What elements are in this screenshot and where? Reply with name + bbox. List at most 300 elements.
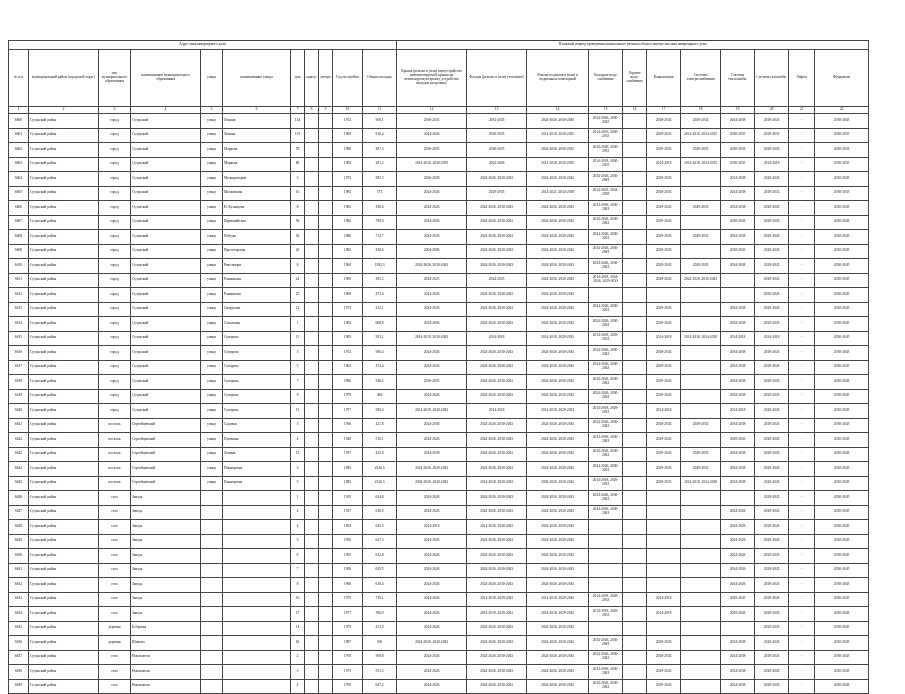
table-cell	[305, 592, 319, 607]
table-cell: 2024-2026, 2030-2035	[527, 143, 589, 158]
table-cell: Московская	[223, 186, 291, 201]
table-cell: 2030-2035	[467, 128, 527, 143]
table-cell	[319, 128, 333, 143]
table-cell: улица	[201, 114, 223, 129]
table-cell: 508,1	[363, 114, 397, 129]
table-cell: -	[789, 273, 815, 288]
table-cell: 2034-2038	[721, 259, 755, 274]
table-cell: 2024-2026, 2030-2043	[467, 650, 527, 665]
table-cell: 1940	[333, 433, 363, 448]
table-cell: 6617	[9, 360, 29, 375]
table-cell	[201, 549, 223, 564]
table-cell: 2024-2026, 2030-2043	[527, 549, 589, 564]
table-cell	[305, 230, 319, 245]
table-row	[9, 650, 869, 665]
table-cell: 1382,3	[363, 259, 397, 274]
table-cell	[201, 650, 223, 665]
table-cell: 2030-2045	[815, 607, 869, 622]
column-header: Фундамент	[815, 50, 869, 107]
table-cell: 2024-2026, 2030-2043	[527, 360, 589, 375]
column-header: наименование улицы	[223, 50, 291, 107]
table-cell	[721, 288, 755, 303]
table-cell	[623, 636, 647, 651]
table-cell: -	[789, 375, 815, 390]
table-cell: 2024-2026	[397, 665, 467, 680]
table-cell: 2024-2026, 2030-2043	[527, 389, 589, 404]
table-cell	[623, 128, 647, 143]
table-cell: 2029-2043	[755, 143, 789, 158]
table-cell: -	[789, 317, 815, 332]
table-cell: 739,1	[363, 592, 397, 607]
table-cell	[589, 621, 623, 636]
table-cell	[319, 607, 333, 622]
table-cell: 6623	[9, 447, 29, 462]
table-cell	[623, 215, 647, 230]
table-cell: 2030-2045	[815, 230, 869, 245]
table-cell: 2029-2043	[755, 534, 789, 549]
table-cell: 2029-2033	[755, 186, 789, 201]
table-cell	[623, 665, 647, 680]
table-cell	[319, 157, 333, 172]
table-cell: 7	[291, 563, 305, 578]
table-cell: Ромашкова	[223, 273, 291, 288]
table-cell: 6621	[9, 418, 29, 433]
table-cell: 2030-2045	[815, 375, 869, 390]
table-cell: 2024-2026, 2030-2035	[589, 143, 623, 158]
table-cell	[319, 259, 333, 274]
table-cell: 2024-2026, 2030-2043	[527, 172, 589, 187]
table-cell	[623, 172, 647, 187]
table-cell: город	[99, 288, 131, 303]
table-cell: 2030-2035	[721, 128, 755, 143]
table-cell: 7	[291, 375, 305, 390]
table-cell: 6600	[9, 114, 29, 129]
table-cell: село	[99, 592, 131, 607]
table-cell	[623, 592, 647, 607]
table-cell: 6633	[9, 592, 29, 607]
table-cell: 134	[291, 114, 305, 129]
table-cell	[647, 288, 681, 303]
table-cell: 2030-2045	[815, 244, 869, 259]
table-row	[9, 157, 869, 172]
table-cell: 510,1	[363, 433, 397, 448]
table-cell: 2030-2045	[815, 491, 869, 506]
table-cell: 413,9	[363, 621, 397, 636]
table-cell	[305, 476, 319, 491]
table-cell: 608,8	[363, 317, 397, 332]
table-cell: город	[99, 375, 131, 390]
column-header: Система теплоснабж.	[721, 50, 755, 107]
table-cell: 2030-2045	[815, 650, 869, 665]
table-cell: 2034-2038	[721, 230, 755, 245]
table-cell: -	[789, 157, 815, 172]
table-cell	[305, 288, 319, 303]
table-cell: -	[789, 549, 815, 564]
table-cell: Заводь	[131, 578, 201, 593]
table-cell: 1987	[333, 636, 363, 651]
table-cell: 2024-2026, 2030-2043	[681, 273, 721, 288]
table-cell: 6604	[9, 172, 29, 187]
table-cell: -	[789, 520, 815, 535]
table-cell: 2014-2018, 2029-2033	[527, 331, 589, 346]
table-cell	[681, 244, 721, 259]
table-cell: 2024-2026, 2030-2043	[467, 679, 527, 694]
table-cell: Сузунский район	[29, 476, 99, 491]
table-cell: 2029-2043	[647, 360, 681, 375]
table-cell: -	[789, 114, 815, 129]
table-cell: 569,8	[363, 650, 397, 665]
table-cell: 2014-2018, 2034-2038	[681, 331, 721, 346]
table-cell: 2014-2018, 2034-2035	[681, 128, 721, 143]
table-row	[9, 273, 869, 288]
table-cell: 2024-2026	[397, 491, 467, 506]
table-cell: Победы	[223, 230, 291, 245]
table-cell: Маркова	[223, 157, 291, 172]
table-cell: Сузунский район	[29, 665, 99, 680]
table-cell: -	[789, 128, 815, 143]
table-cell	[681, 186, 721, 201]
table-cell: 2024-2026, 2030-2043	[467, 534, 527, 549]
table-cell	[319, 462, 333, 477]
column-number: 2	[29, 107, 99, 114]
table-cell: 80	[291, 157, 305, 172]
table-cell: 3	[291, 462, 305, 477]
table-cell: 2024-2026, 2030-2043	[589, 665, 623, 680]
table-cell: -	[789, 215, 815, 230]
table-cell	[319, 563, 333, 578]
table-cell: Сузунский район	[29, 215, 99, 230]
table-cell	[681, 404, 721, 419]
table-cell: Суворова	[223, 375, 291, 390]
table-cell: 2026-2028	[397, 172, 467, 187]
table-cell: 2029-2043	[755, 433, 789, 448]
table-cell	[223, 621, 291, 636]
table-cell: 2034-2038	[721, 360, 755, 375]
table-cell	[319, 592, 333, 607]
table-cell: 2024-2026	[397, 201, 467, 216]
table-cell	[623, 201, 647, 216]
table-cell	[319, 418, 333, 433]
table-cell: 2024-2026, 2030-2043	[527, 491, 589, 506]
table-cell: 6605	[9, 186, 29, 201]
table-cell: 6603	[9, 157, 29, 172]
table-cell: 2029-2043	[721, 592, 755, 607]
table-row	[9, 302, 869, 317]
table-cell: 2029-2033	[681, 447, 721, 462]
table-cell	[223, 665, 291, 680]
column-number: 12	[397, 107, 467, 114]
table-cell: 2024-2026, 2030-2043	[589, 650, 623, 665]
table-cell: 2024-2026, 2030-2043	[527, 578, 589, 593]
table-cell: 2014-2018, 2029-2043	[527, 592, 589, 607]
table-cell: -	[789, 462, 815, 477]
table-cell: 2024-2026, 2030-2043	[467, 621, 527, 636]
table-cell: Заводь	[131, 549, 201, 564]
table-row	[9, 592, 869, 607]
table-cell: -	[789, 244, 815, 259]
table-cell: 2024-2026	[397, 650, 467, 665]
table-cell: Сузунский	[131, 360, 201, 375]
column-header: корпус	[305, 50, 319, 107]
table-row	[9, 563, 869, 578]
table-cell: 2024-2026	[467, 157, 527, 172]
table-cell: 1974	[333, 302, 363, 317]
table-cell: Сузунский	[131, 201, 201, 216]
table-cell: 2024-2026	[397, 592, 467, 607]
table-cell	[623, 259, 647, 274]
column-number: 9	[319, 107, 333, 114]
column-number: 4	[131, 107, 201, 114]
table-cell: 2024-2026, 2030-2043	[527, 447, 589, 462]
table-cell: 2029-2043	[647, 114, 681, 129]
table-cell: Сузунский	[131, 331, 201, 346]
table-cell: 2024-2026, 2030-2043	[589, 505, 623, 520]
table-cell: 4	[291, 679, 305, 694]
table-cell: 56	[291, 215, 305, 230]
table-cell: 6614	[9, 317, 29, 332]
table-cell: город	[99, 259, 131, 274]
table-cell	[647, 578, 681, 593]
table-cell	[223, 563, 291, 578]
table-cell: 2034-2038	[721, 201, 755, 216]
table-cell: 473,6	[363, 288, 397, 303]
table-cell: 2030-2045	[815, 331, 869, 346]
table-cell: -	[789, 201, 815, 216]
column-number: 17	[647, 107, 681, 114]
table-row	[9, 331, 869, 346]
column-header: Фасады (ремонт и (или) утепление)	[467, 50, 527, 107]
table-cell: село	[99, 607, 131, 622]
table-cell: улица	[201, 259, 223, 274]
table-cell: улица	[201, 375, 223, 390]
table-cell: город	[99, 143, 131, 158]
table-cell: 2024-2026	[397, 679, 467, 694]
table-cell: 2030-2045	[815, 592, 869, 607]
table-row	[9, 230, 869, 245]
table-cell: 12	[291, 302, 305, 317]
table-cell: Сузунский район	[29, 534, 99, 549]
table-cell: 2024-2026	[397, 288, 467, 303]
table-cell: 2030-2045	[815, 302, 869, 317]
table-cell: Сузунский район	[29, 230, 99, 245]
table-cell: 2004-2026, 2030-2043	[397, 476, 467, 491]
table-cell	[623, 462, 647, 477]
table-cell: 2030-2045	[815, 433, 869, 448]
table-row	[9, 360, 869, 375]
table-cell: 2024-2026, 2030-2043	[527, 259, 589, 274]
table-cell: 634,8	[363, 491, 397, 506]
table-cell: 4	[291, 433, 305, 448]
table-cell	[319, 679, 333, 694]
table-cell	[319, 650, 333, 665]
table-cell: 1	[291, 491, 305, 506]
table-cell	[319, 114, 333, 129]
table-cell: 2024-2026, 2030-2045	[527, 114, 589, 129]
table-cell: -	[789, 636, 815, 651]
table-cell	[305, 462, 319, 477]
table-cell: 1970	[333, 679, 363, 694]
table-cell: 2029-2043	[755, 665, 789, 680]
table-cell: 1983	[333, 476, 363, 491]
table-cell: Сузунский район	[29, 563, 99, 578]
column-number: 3	[99, 107, 131, 114]
table-cell: 2030-2035	[815, 128, 869, 143]
table-cell: 2029-2043	[755, 346, 789, 361]
column-number: 18	[681, 107, 721, 114]
table-cell: 551,5	[363, 665, 397, 680]
table-cell: 2024-2026, 2030-2043	[527, 462, 589, 477]
table-cell	[223, 505, 291, 520]
table-cell: 2014-2018, 2024-2026, 2029-2033	[589, 273, 623, 288]
table-cell: 798,9	[363, 215, 397, 230]
table-cell	[647, 534, 681, 549]
table-cell	[681, 215, 721, 230]
table-cell: 2024-2026, 2030-2043	[467, 317, 527, 332]
table-cell	[305, 404, 319, 419]
table-cell: Сузунский район	[29, 607, 99, 622]
table-cell	[647, 563, 681, 578]
table-cell: Заводь	[131, 534, 201, 549]
column-number: 19	[721, 107, 755, 114]
column-header: дом	[291, 50, 305, 107]
table-cell: 358,6	[363, 244, 397, 259]
table-cell	[319, 389, 333, 404]
table-cell: город	[99, 157, 131, 172]
table-row	[9, 346, 869, 361]
table-cell: 2030-2045	[815, 520, 869, 535]
table-cell: Сергейцевский	[131, 447, 201, 462]
table-cell	[201, 636, 223, 651]
table-cell: 1970	[333, 650, 363, 665]
column-number: 15	[589, 107, 623, 114]
table-cell	[589, 288, 623, 303]
table-cell: 2014-2018	[721, 404, 755, 419]
table-cell: улица	[201, 360, 223, 375]
table-cell: 2014-2018	[721, 331, 755, 346]
table-cell: поселок	[99, 476, 131, 491]
table-cell: 2024-2026, 2030-2043	[589, 244, 623, 259]
table-cell	[319, 549, 333, 564]
table-row	[9, 375, 869, 390]
table-cell: Заводь	[131, 491, 201, 506]
table-cell: 6618	[9, 375, 29, 390]
table-cell	[623, 433, 647, 448]
table-cell: Сузунский район	[29, 317, 99, 332]
table-cell: 2024-2026, 2030-2043	[467, 201, 527, 216]
table-cell: 24	[291, 273, 305, 288]
table-cell: Заводь	[131, 592, 201, 607]
table-cell: 2024-2026, 2030-2043	[467, 259, 527, 274]
table-cell: 2029-2043	[755, 607, 789, 622]
table-cell: 2014-2038	[721, 172, 755, 187]
table-cell	[681, 520, 721, 535]
table-cell	[223, 592, 291, 607]
table-cell: Заводь	[131, 520, 201, 535]
table-cell: 2014-2018	[755, 157, 789, 172]
table-cell: город	[99, 215, 131, 230]
table-cell: 2024-2026	[721, 520, 755, 535]
table-cell: город	[99, 331, 131, 346]
table-cell: 1980	[333, 143, 363, 158]
table-cell: 2024-2026, 2030-2043	[467, 563, 527, 578]
table-cell: 2029-2043	[755, 621, 789, 636]
table-cell	[305, 346, 319, 361]
table-cell	[201, 607, 223, 622]
table-cell	[681, 375, 721, 390]
table-cell: 2029-2043	[647, 636, 681, 651]
table-cell: 2030-2045	[815, 317, 869, 332]
table-cell: 133	[291, 128, 305, 143]
table-cell	[623, 157, 647, 172]
table-cell	[223, 520, 291, 535]
table-cell: 916,4	[363, 128, 397, 143]
table-cell: 2014-2018, 2030-2035	[527, 128, 589, 143]
table-cell: село	[99, 520, 131, 535]
table-cell: Сузунский район	[29, 114, 99, 129]
table-cell: Пионерская	[223, 476, 291, 491]
table-cell: 2034-2038	[721, 418, 755, 433]
table-cell: 423,8	[363, 447, 397, 462]
table-cell: 2034-2036	[397, 360, 467, 375]
table-cell: 2024-2038	[721, 114, 755, 129]
table-cell: 2034-2036	[397, 215, 467, 230]
table-cell: 2029-2043	[755, 592, 789, 607]
table-cell: 1975	[333, 621, 363, 636]
table-cell: Сузунский район	[29, 447, 99, 462]
table-cell: город	[99, 186, 131, 201]
table-cell: 1	[291, 317, 305, 332]
table-cell: Сузунский	[131, 273, 201, 288]
table-cell: 2024-2026, 2030-2043	[589, 317, 623, 332]
column-header: Холодное водо-снабжение	[589, 50, 623, 107]
table-cell: улица	[201, 186, 223, 201]
table-cell	[681, 665, 721, 680]
table-cell: 2030-2045	[815, 578, 869, 593]
table-cell	[319, 447, 333, 462]
table-cell: Сузунский район	[29, 592, 99, 607]
table-row	[9, 462, 869, 477]
table-cell: Мелиораторов	[223, 172, 291, 187]
table-cell	[201, 563, 223, 578]
table-cell: 2024-2025	[467, 273, 527, 288]
table-cell: 2014-2018, 2029-2033	[589, 331, 623, 346]
table-cell: 281,2	[363, 157, 397, 172]
table-cell: 2024-2026	[397, 389, 467, 404]
table-cell: 2029-2043	[755, 491, 789, 506]
table-cell: 1962	[333, 317, 363, 332]
table-cell: 2024-2026, 2030-2043	[467, 244, 527, 259]
table-cell	[623, 520, 647, 535]
table-cell	[623, 447, 647, 462]
table-cell: 2024-2026	[397, 563, 467, 578]
table-cell: Сузунский район	[29, 331, 99, 346]
table-cell	[305, 563, 319, 578]
table-cell: 1982	[333, 244, 363, 259]
table-cell	[623, 563, 647, 578]
table-cell: 1972	[333, 114, 363, 129]
table-row	[9, 186, 869, 201]
table-cell: 2030-2035	[815, 157, 869, 172]
table-cell	[721, 621, 755, 636]
table-cell	[681, 549, 721, 564]
column-header: Система газоснабж.	[755, 50, 789, 107]
table-cell: 2024-2026	[397, 186, 467, 201]
table-cell: 1975	[333, 592, 363, 607]
table-cell	[223, 549, 291, 564]
column-header: № п/п	[9, 50, 29, 107]
table-cell: 2029-2033	[681, 201, 721, 216]
table-cell: 2024-2026, 2030-2043	[467, 215, 527, 230]
